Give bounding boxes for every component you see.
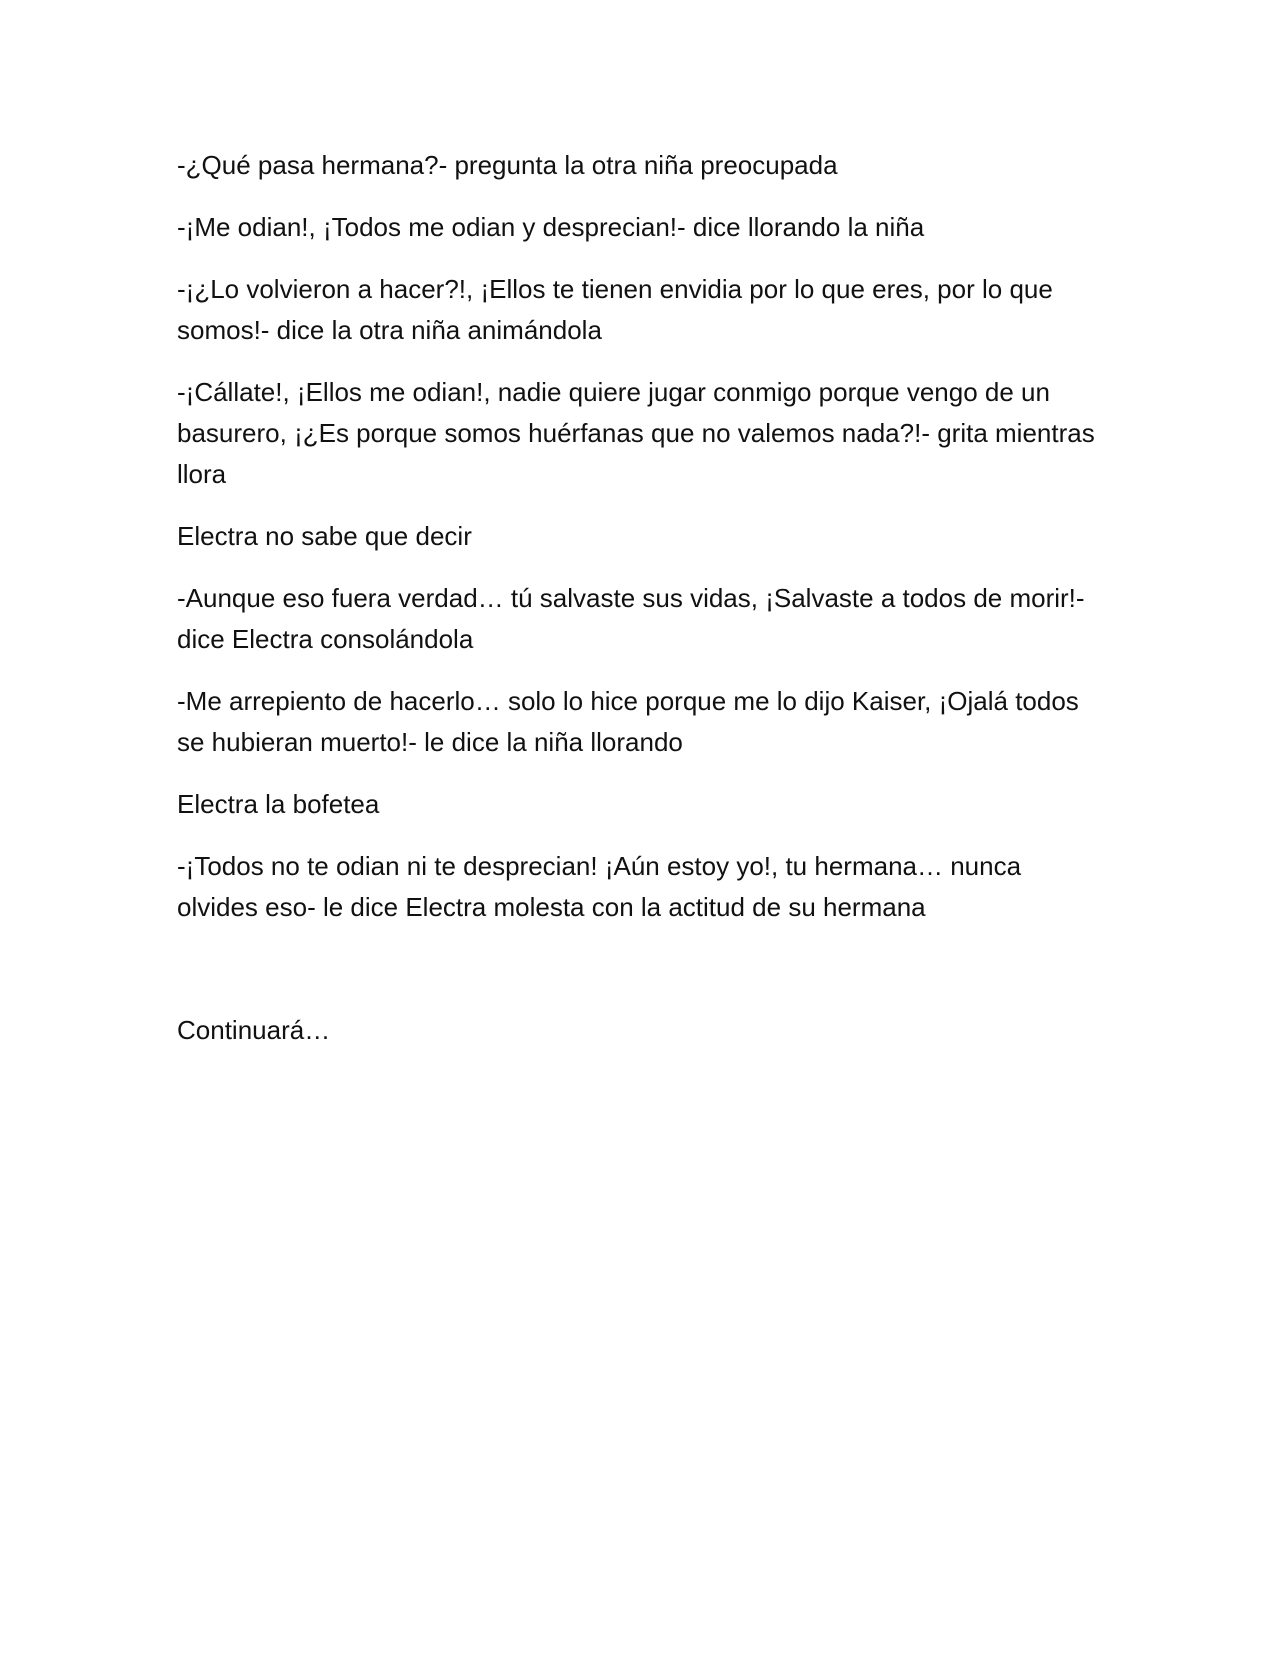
document-body <box>177 145 1107 1072</box>
paragraph-8: Electra la bofetea <box>177 789 380 819</box>
paragraph-2: -¡Me odian!, ¡Todos me odian y desprecian!- dice llorando la niña <box>177 212 925 242</box>
ending-text: Continuará… <box>177 1015 331 1045</box>
paragraph-4: -¡Cállate!, ¡Ellos me odian!, nadie quiere jugar conmigo porque vengo de un basurero, ¡¿Es porque somos huérfanas que no valemos nada?!- grita mientras llora <box>177 377 1095 489</box>
paragraph-6: -Aunque eso fuera verdad… tú salvaste sus vidas, ¡Salvaste a todos de morir!- dice Electra consolándola <box>177 583 1085 654</box>
paragraph-7: -Me arrepiento de hacerlo… solo lo hice porque me lo dijo Kaiser, ¡Ojalá todos se hubieran muerto!- le dice la niña llorando <box>177 686 1079 757</box>
paragraph-5: Electra no sabe que decir <box>177 521 472 551</box>
paragraph-3: -¡¿Lo volvieron a hacer?!, ¡Ellos te tienen envidia por lo que eres, por lo que somos!- dice la otra niña animándola <box>177 274 1053 345</box>
paragraph-1: -¿Qué pasa hermana?- pregunta la otra niña preocupada <box>177 150 838 180</box>
paragraph-9: -¡Todos no te odian ni te desprecian! ¡Aún estoy yo!, tu hermana… nunca olvides eso- le dice Electra molesta con la actitud de su hermana <box>177 851 1022 922</box>
